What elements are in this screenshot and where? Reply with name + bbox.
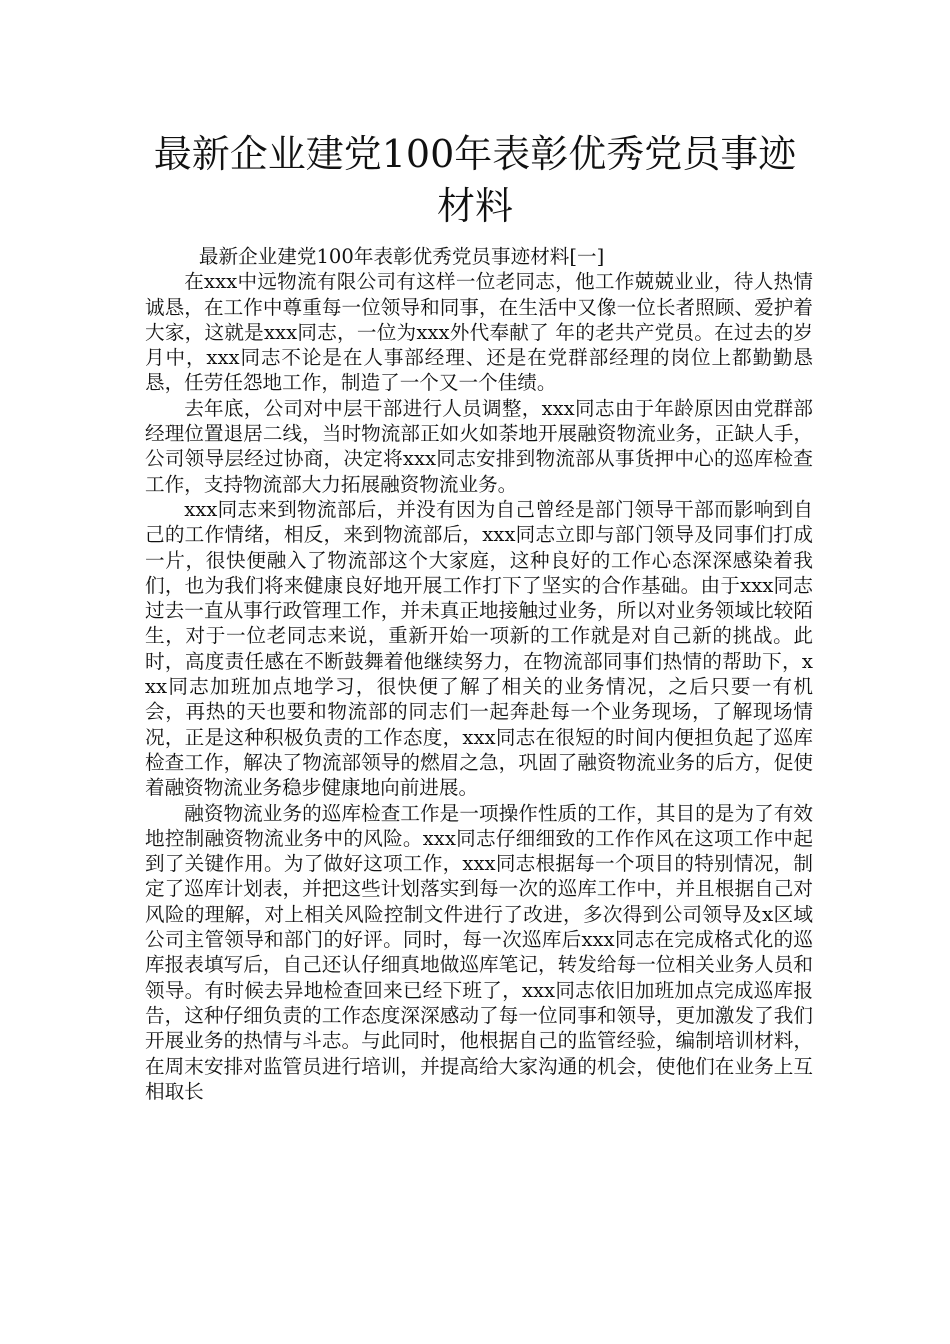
document-body	[145, 244, 813, 1104]
document-subtitle: 最新企业建党100年表彰优秀党员事迹材料[一]	[198, 245, 605, 268]
paragraph-1: 在xxx中远物流有限公司有这样一位老同志，他工作兢兢业业，待人热情诚恳，在工作中尊重每一位领导和同事，在生活中又像一位长者照顾、爱护着大家，这就是xxx同志，一位为xxx外代奉献了 年的老共产党员。在过去的岁月中，xxx同志不论是在人事部经理、还是在党群部经理的岗位上都勤勤恳恳，任劳任怨地工作，制造了一个又一个佳绩。	[145, 270, 813, 395]
paragraph-3: xxx同志来到物流部后，并没有因为自己曾经是部门领导干部而影响到自己的工作情绪，相反，来到物流部后，xxx同志立即与部门领导及同事们打成一片，很快便融入了物流部这个大家庭，这种良好的工作心态深深感染着我们，也为我们将来健康良好地开展工作打下了坚实的合作基础。由于xxx同志过去一直从事行政管理工作，并未真正地接触过业务，所以对业务领域比较陌生，对于一位老同志来说，重新开始一项新的工作就是对自己新的挑战。此时，高度责任感在不断鼓舞着他继续努力，在物流部同事们热情的帮助下，xxx同志加班加点地学习，很快便了解了相关的业务情况，之后只要一有机会，再热的天也要和物流部的同志们一起奔赴每一个业务现场，了解现场情况，正是这种积极负责的工作态度，xxx同志在很短的时间内便担负起了巡库检查工作，解决了物流部领导的燃眉之急，巩固了融资物流业务的后方，促使着融资物流业务稳步健康地向前进展。	[145, 497, 813, 800]
document-title: 最新企业建党100年表彰优秀党员事迹材料	[153, 132, 797, 228]
paragraph-2: 去年底，公司对中层干部进行人员调整，xxx同志由于年龄原因由党群部经理位置退居二线，当时物流部正如火如荼地开展融资物流业务，正缺人手，公司领导层经过协商，决定将xxx同志安排到物流部从事货押中心的巡库检查工作，支持物流部大力拓展融资物流业务。	[145, 396, 813, 496]
paragraph-4: 融资物流业务的巡库检查工作是一项操作性质的工作，其目的是为了有效地控制融资物流业务中的风险。xxx同志仔细细致的工作作风在这项工作中起到了关键作用。为了做好这项工作，xxx同志根据每一个项目的特别情况，制定了巡库计划表，并把这些计划落实到每一次的巡库工作中，并且根据自己对风险的理解，对上相关风险控制文件进行了改进，多次得到公司领导及x区域公司主管领导和部门的好评。同时，每一次巡库后xxx同志在完成格式化的巡库报表填写后，自己还认仔细真地做巡库笔记，转发给每一位相关业务人员和领导。有时候去异地检查回来已经下班了，xxx同志依旧加班加点完成巡库报告，这种仔细负责的工作态度深深感动了每一位同事和领导，更加激发了我们开展业务的热情与斗志。与此同时，他根据自己的监管经验，编制培训材料，在周末安排对监管员进行培训，并提高给大家沟通的机会，使他们在业务上互相取长	[145, 801, 813, 1103]
